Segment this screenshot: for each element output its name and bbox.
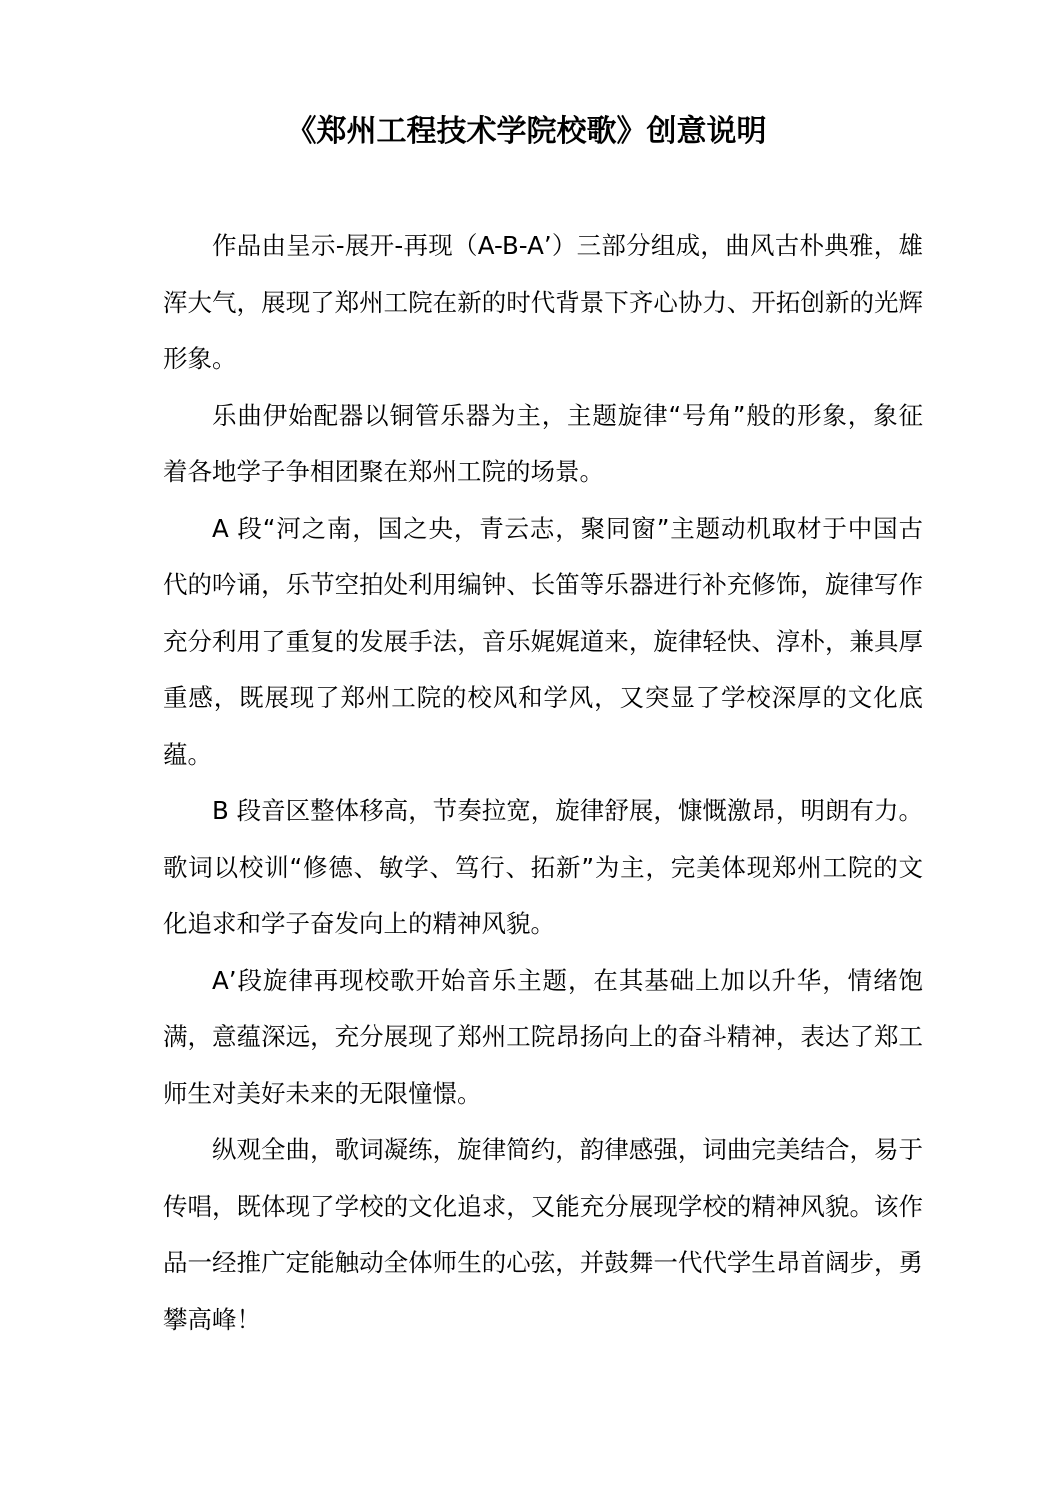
paragraph-intro: 作品由呈示-展开-再现（A-B-A’）三部分组成，曲风古朴典雅，雄浑大气，展现了郑州工院在新的时代背景下齐心协力、开拓创新的光辉形象。: [163, 231, 923, 373]
document-title: 《郑州工程技术学院校歌》创意说明: [286, 114, 767, 149]
document-body: [163, 218, 923, 1348]
paragraph-opening: 乐曲伊始配器以铜管乐器为主，主题旋律“号角”般的形象，象征着各地学子争相团聚在郑州工院的场景。: [163, 400, 923, 486]
paragraph-conclusion: 纵观全曲，歌词凝练，旋律简约，韵律感强，词曲完美结合，易于传唱，既体现了学校的文化追求，又能充分展现学校的精神风貌。该作品一经推广定能触动全体师生的心弦，并鼓舞一代代学生昂首阔步，勇攀高峰！: [163, 1135, 923, 1334]
paragraph-section-b: B 段音区整体移高，节奏拉宽，旋律舒展，慷慨激昂，明朗有力。歌词以校训“修德、敏学、笃行、拓新”为主，完美体现郑州工院的文化追求和学子奋发向上的精神风貌。: [163, 796, 923, 938]
paragraph-section-a: A 段“河之南，国之央，青云志，聚同窗”主题动机取材于中国古代的吟诵，乐节空拍处利用编钟、长笛等乐器进行补充修饰，旋律写作充分利用了重复的发展手法，音乐娓娓道来，旋律轻快、淳朴，兼具厚重感，既展现了郑州工院的校风和学风，又突显了学校深厚的文化底蕴。: [163, 513, 923, 769]
paragraph-section-a-prime: A’段旋律再现校歌开始音乐主题，在其基础上加以升华，情绪饱满，意蕴深远，充分展现了郑州工院昂扬向上的奋斗精神，表达了郑工师生对美好未来的无限憧憬。: [163, 965, 923, 1108]
